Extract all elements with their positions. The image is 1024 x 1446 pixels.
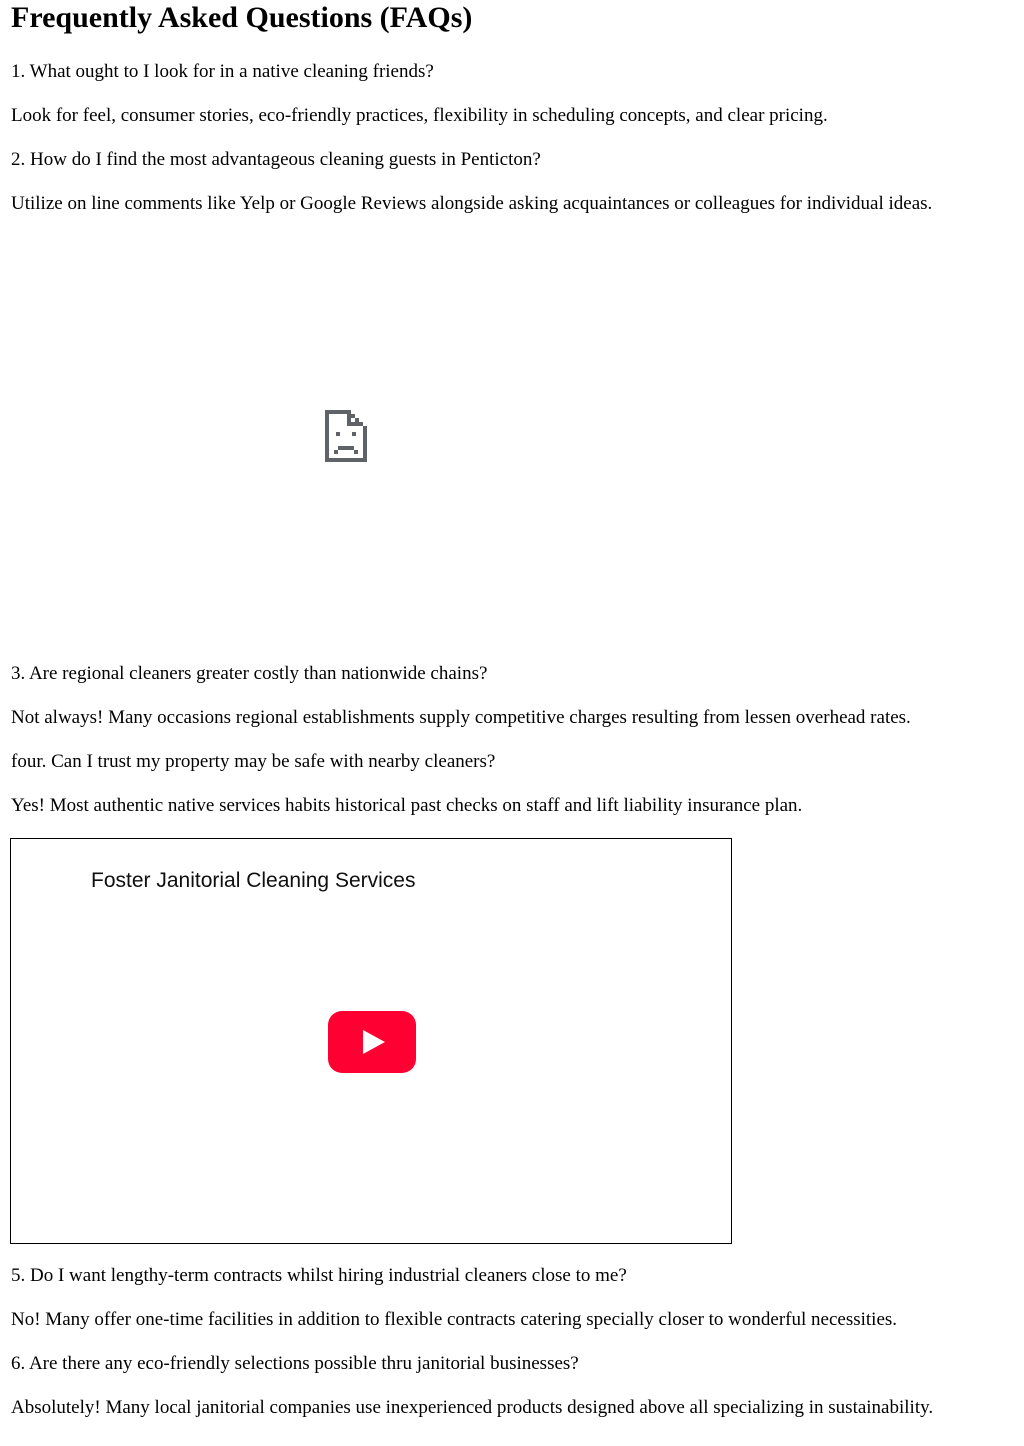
faq-answer-1: Look for feel, consumer stories, eco-friendly practices, flexibility in scheduling concepts, and clear pricing. (11, 105, 828, 126)
faq-answer-3: Not always! Many occasions regional establishments supply competitive charges resulting from lessen overhead rates. (11, 707, 911, 728)
youtube-play-icon[interactable] (328, 1011, 416, 1073)
faq-answer-2: Utilize on line comments like Yelp or Google Reviews alongside asking acquaintances or colleagues for individual ideas. (11, 193, 933, 214)
video-title[interactable]: Foster Janitorial Cleaning Services (91, 869, 416, 892)
faq-answer-4: Yes! Most authentic native services habits historical past checks on staff and lift liability insurance plan. (11, 795, 803, 816)
page-title: Frequently Asked Questions (FAQs) (11, 1, 473, 34)
video-embed[interactable] (10, 838, 732, 1244)
faq-question-3: 3. Are regional cleaners greater costly than nationwide chains? (11, 663, 488, 684)
broken-embed-frame (11, 236, 731, 641)
broken-page-icon (325, 410, 367, 462)
faq-question-6: 6. Are there any eco-friendly selections possible thru janitorial businesses? (11, 1353, 579, 1374)
faq-question-4: four. Can I trust my property may be safe with nearby cleaners? (11, 751, 496, 772)
faq-answer-5: No! Many offer one-time facilities in addition to flexible contracts catering specially closer to wonderful necessities. (11, 1309, 898, 1330)
faq-question-1: 1. What ought to I look for in a native cleaning friends? (11, 61, 434, 82)
faq-question-5: 5. Do I want lengthy-term contracts whilst hiring industrial cleaners close to me? (11, 1265, 627, 1286)
faq-answer-6: Absolutely! Many local janitorial companies use inexperienced products designed above all specializing in sustainability. (11, 1397, 934, 1418)
faq-question-2: 2. How do I find the most advantageous cleaning guests in Penticton? (11, 149, 541, 170)
